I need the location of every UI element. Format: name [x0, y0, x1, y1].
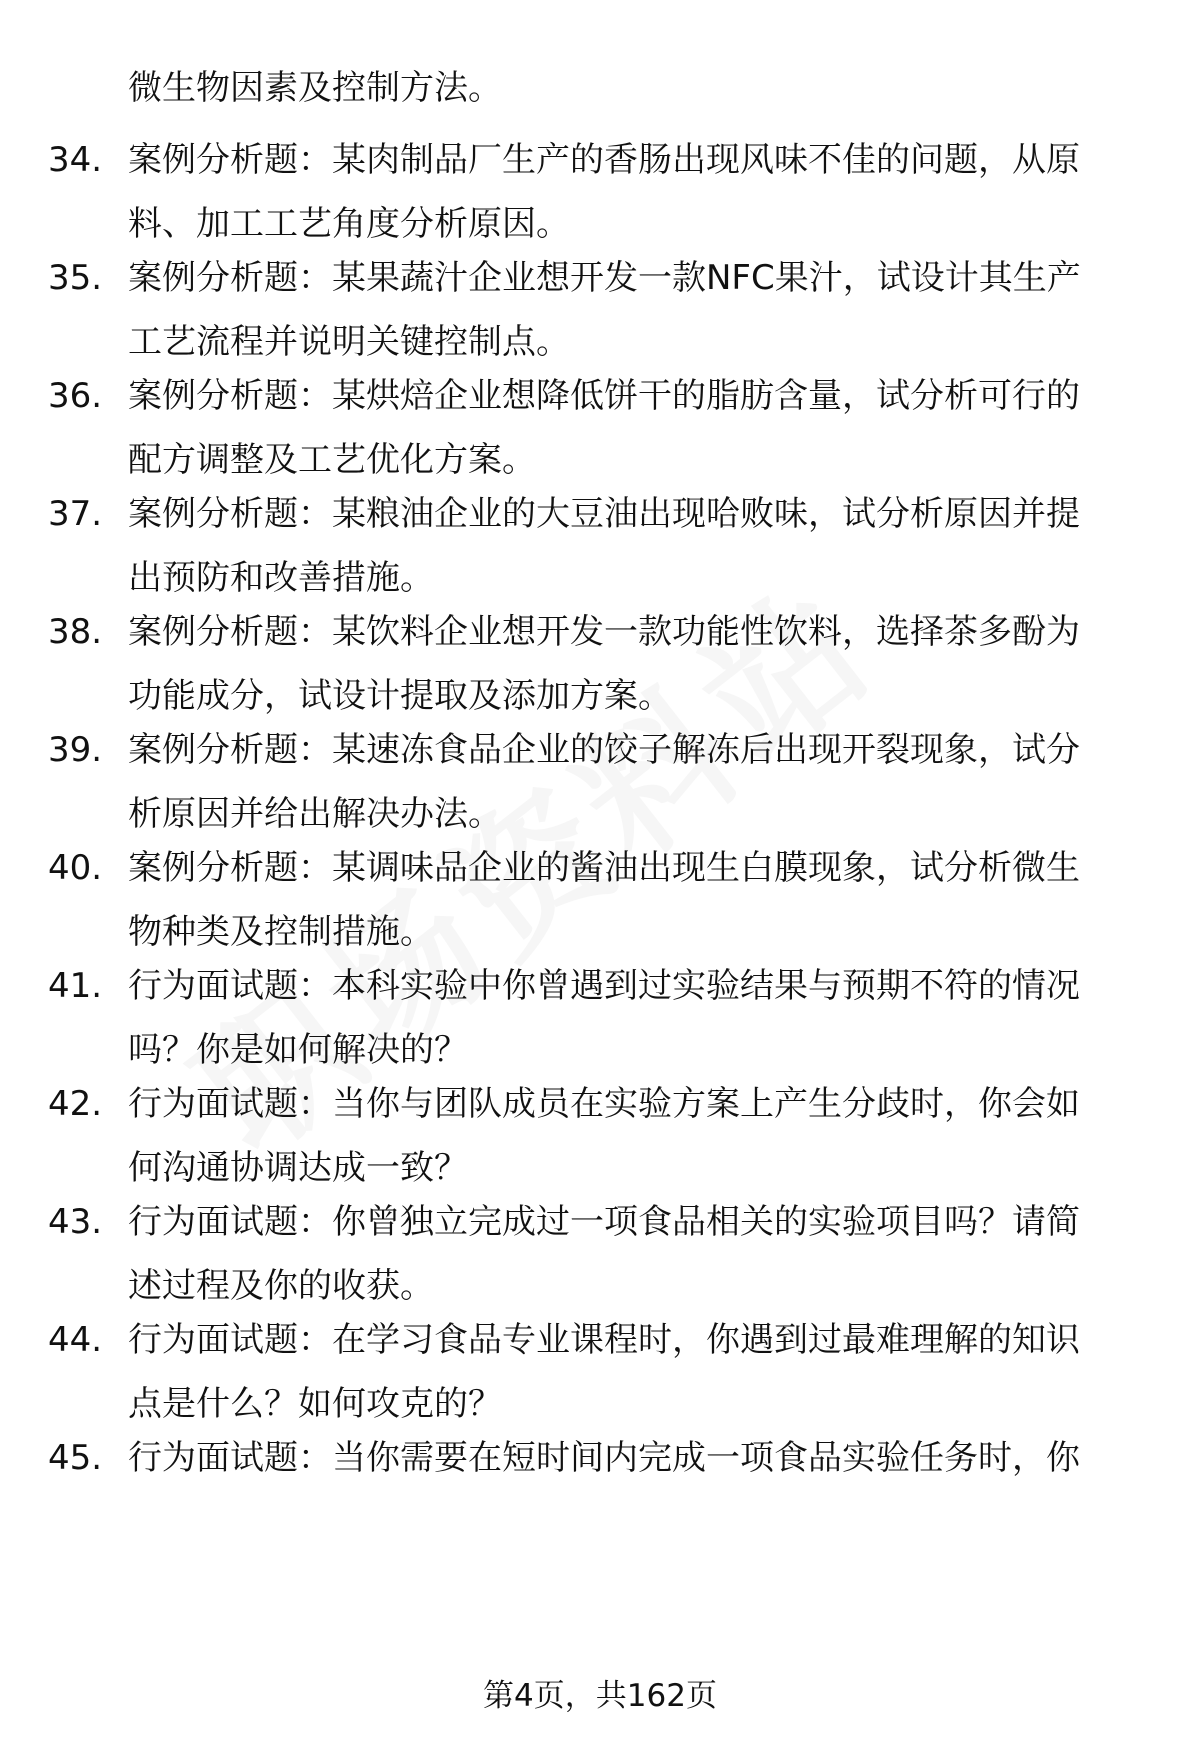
question-item — [0, 1308, 1200, 1438]
question-number: 44. — [48, 1320, 103, 1360]
question-text — [128, 128, 1138, 256]
question-text — [128, 718, 1138, 846]
question-line: 行为面试题：当你需要在短时间内完成一项食品实验任务时，你 — [128, 1438, 1080, 1478]
question-text — [128, 246, 1138, 374]
question-text — [128, 482, 1138, 610]
continued-text: 微生物因素及控制方法。 — [128, 68, 502, 108]
question-number: 40. — [48, 848, 103, 888]
question-item — [0, 718, 1200, 848]
question-number: 41. — [48, 966, 103, 1006]
question-text — [128, 1190, 1138, 1318]
question-line: 述过程及你的收获。 — [128, 1266, 434, 1306]
question-line: 案例分析题：某速冻食品企业的饺子解冻后出现开裂现象，试分 — [128, 730, 1080, 770]
question-number: 45. — [48, 1438, 103, 1478]
question-text — [128, 600, 1138, 728]
question-number: 35. — [48, 258, 103, 298]
question-item — [0, 128, 1200, 258]
question-number: 43. — [48, 1202, 103, 1242]
question-item — [0, 1426, 1200, 1556]
question-item — [0, 954, 1200, 1084]
question-line: 析原因并给出解决办法。 — [128, 794, 502, 834]
question-number: 34. — [48, 140, 103, 180]
question-text — [128, 1072, 1138, 1200]
question-text — [128, 1308, 1138, 1436]
question-item — [0, 1072, 1200, 1202]
question-line: 配方调整及工艺优化方案。 — [128, 440, 536, 480]
question-item — [0, 246, 1200, 376]
question-line: 案例分析题：某粮油企业的大豆油出现哈败味，试分析原因并提 — [128, 494, 1080, 534]
question-item — [0, 482, 1200, 612]
question-line: 行为面试题：在学习食品专业课程时，你遇到过最难理解的知识 — [128, 1320, 1080, 1360]
question-line: 行为面试题：你曾独立完成过一项食品相关的实验项目吗？请简 — [128, 1202, 1080, 1242]
question-item — [0, 836, 1200, 966]
question-number: 37. — [48, 494, 103, 534]
question-line: 点是什么？如何攻克的？ — [128, 1384, 502, 1424]
question-number: 36. — [48, 376, 103, 416]
question-line: 功能成分，试设计提取及添加方案。 — [128, 676, 672, 716]
question-line: 案例分析题：某烘焙企业想降低饼干的脂肪含量，试分析可行的 — [128, 376, 1080, 416]
question-item — [0, 1190, 1200, 1320]
question-item — [0, 364, 1200, 494]
question-number: 42. — [48, 1084, 103, 1124]
question-line: 案例分析题：某果蔬汁企业想开发一款NFC果汁，试设计其生产 — [128, 258, 1081, 298]
question-line: 案例分析题：某饮料企业想开发一款功能性饮料，选择茶多酚为 — [128, 612, 1080, 652]
question-line: 何沟通协调达成一致？ — [128, 1148, 468, 1188]
question-number: 38. — [48, 612, 103, 652]
question-line: 案例分析题：某调味品企业的酱油出现生白膜现象，试分析微生 — [128, 848, 1080, 888]
question-line: 物种类及控制措施。 — [128, 912, 434, 952]
question-line: 工艺流程并说明关键控制点。 — [128, 322, 570, 362]
question-line: 行为面试题：本科实验中你曾遇到过实验结果与预期不符的情况 — [128, 966, 1080, 1006]
question-number: 39. — [48, 730, 103, 770]
question-line: 料、加工工艺角度分析原因。 — [128, 204, 570, 244]
question-line: 吗？你是如何解决的？ — [128, 1030, 468, 1070]
question-text — [128, 364, 1138, 492]
question-line: 行为面试题：当你与团队成员在实验方案上产生分歧时，你会如 — [128, 1084, 1080, 1124]
page-number-footer: 第4页，共162页 — [483, 1678, 717, 1714]
question-text — [128, 954, 1138, 1082]
question-item — [0, 600, 1200, 730]
question-text — [128, 836, 1138, 964]
question-line: 出预防和改善措施。 — [128, 558, 434, 598]
question-line: 案例分析题：某肉制品厂生产的香肠出现风味不佳的问题，从原 — [128, 140, 1080, 180]
question-text — [128, 1426, 1138, 1490]
